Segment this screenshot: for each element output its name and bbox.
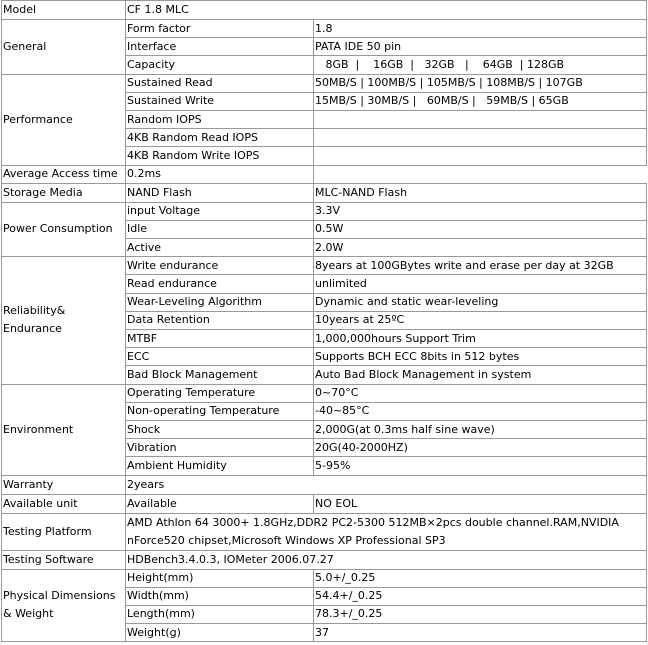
spec-label: NAND Flash: [126, 183, 314, 202]
table-row: [2, 475, 647, 494]
table-row: [2, 165, 647, 183]
spec-value-full: HDBench3.4.0.3, IOMeter 2006.07.27: [126, 550, 647, 569]
spec-value: 54.4+/_0.25: [314, 587, 647, 605]
spec-table-body: [2, 1, 647, 642]
spec-label: Interface: [126, 38, 314, 56]
group-label: Warranty: [2, 475, 126, 494]
spec-value: Dynamic and static wear-leveling: [314, 293, 647, 311]
spec-value: 37: [314, 624, 647, 642]
spec-label: Idle: [126, 220, 314, 238]
spec-label: Available: [126, 494, 314, 513]
spec-label: input Voltage: [126, 202, 314, 220]
spec-value: 2,000G(at 0.3ms half sine wave): [314, 420, 647, 438]
table-row: [2, 513, 647, 550]
group-label: Performance: [2, 74, 126, 165]
group-label: Physical Dimensions & Weight: [2, 569, 126, 642]
spec-value: [314, 129, 647, 147]
spec-value-full: 2years: [126, 475, 647, 494]
spec-value: 3.3V: [314, 202, 647, 220]
spec-value: 5-95%: [314, 457, 647, 475]
spec-label: Width(mm): [126, 587, 314, 605]
table-row: [2, 20, 647, 38]
spec-label: Ambient Humidity: [126, 457, 314, 475]
spec-label: Write endurance: [126, 257, 314, 275]
spec-label: Length(mm): [126, 605, 314, 623]
table-row: [2, 257, 647, 275]
spec-value: 0.2ms: [126, 165, 314, 183]
spec-label: Capacity: [126, 56, 314, 74]
spec-value: 0.5W: [314, 220, 647, 238]
spec-value: 8years at 100GBytes write and erase per day at 32GB: [314, 257, 647, 275]
group-label: Reliability& Endurance: [2, 257, 126, 384]
spec-value: unlimited: [314, 275, 647, 293]
spec-table: [1, 0, 647, 642]
spec-value: -40~85°C: [314, 402, 647, 420]
spec-value: 0~70°C: [314, 384, 647, 402]
spec-value: [314, 110, 647, 128]
group-label: Power Consumption: [2, 202, 126, 257]
spec-value: MLC-NAND Flash: [314, 183, 647, 202]
spec-label: Read endurance: [126, 275, 314, 293]
spec-label: Form factor: [126, 20, 314, 38]
spec-value: 1,000,000hours Support Trim: [314, 330, 647, 348]
spec-value: 78.3+/_0.25: [314, 605, 647, 623]
group-label: Environment: [2, 384, 126, 475]
table-row: [2, 550, 647, 569]
table-row: [2, 1, 647, 20]
spec-value: 50MB/S | 100MB/S | 105MB/S | 108MB/S | 107GB: [314, 74, 647, 92]
table-row: [2, 569, 647, 587]
spec-value: Auto Bad Block Management in system: [314, 366, 647, 384]
spec-label: Non-operating Temperature: [126, 402, 314, 420]
group-label: Storage Media: [2, 183, 126, 202]
spec-value: 5.0+/_0.25: [314, 569, 647, 587]
spec-value-full: AMD Athlon 64 3000+ 1.8GHz,DDR2 PC2-5300 512MB×2pcs double channel.RAM,NVIDIA nForce520 chipset,Microsoft Windows XP Professional SP3: [126, 513, 647, 550]
table-row: [2, 494, 647, 513]
table-row: [2, 74, 647, 92]
spec-value: [314, 147, 647, 165]
spec-value: 15MB/S | 30MB/S | 60MB/S | 59MB/S | 65GB: [314, 92, 647, 110]
spec-label: Weight(g): [126, 624, 314, 642]
spec-label: Sustained Read: [126, 74, 314, 92]
spec-label: Bad Block Management: [126, 366, 314, 384]
spec-label: Data Retention: [126, 311, 314, 329]
spec-value: 1.8: [314, 20, 647, 38]
spec-label: 4KB Random Write IOPS: [126, 147, 314, 165]
spec-label: Wear-Leveling Algorithm: [126, 293, 314, 311]
group-label: Available unit: [2, 494, 126, 513]
spec-label: ECC: [126, 348, 314, 366]
spec-value: PATA IDE 50 pin: [314, 38, 647, 56]
spec-value: 20G(40-2000HZ): [314, 439, 647, 457]
spec-value: NO EOL: [314, 494, 647, 513]
group-label: General: [2, 20, 126, 75]
spec-value: Supports BCH ECC 8bits in 512 bytes: [314, 348, 647, 366]
spec-label: Sustained Write: [126, 92, 314, 110]
spec-value: 2.0W: [314, 239, 647, 257]
spec-label: Active: [126, 239, 314, 257]
spec-value: 8GB | 16GB | 32GB | 64GB | 128GB: [314, 56, 647, 74]
table-row: [2, 384, 647, 402]
spec-label: 4KB Random Read IOPS: [126, 129, 314, 147]
spec-value: 10years at 25ºC: [314, 311, 647, 329]
spec-label: Average Access time: [2, 165, 126, 183]
group-label: Testing Platform: [2, 513, 126, 550]
table-row: [2, 202, 647, 220]
spec-label: Random IOPS: [126, 110, 314, 128]
spec-label: MTBF: [126, 330, 314, 348]
spec-label: Vibration: [126, 439, 314, 457]
group-label: Model: [2, 1, 126, 20]
spec-value-full: CF 1.8 MLC: [126, 1, 647, 20]
group-label: Testing Software: [2, 550, 126, 569]
table-row: [2, 183, 647, 202]
spec-label: Height(mm): [126, 569, 314, 587]
spec-label: Shock: [126, 420, 314, 438]
spec-label: Operating Temperature: [126, 384, 314, 402]
